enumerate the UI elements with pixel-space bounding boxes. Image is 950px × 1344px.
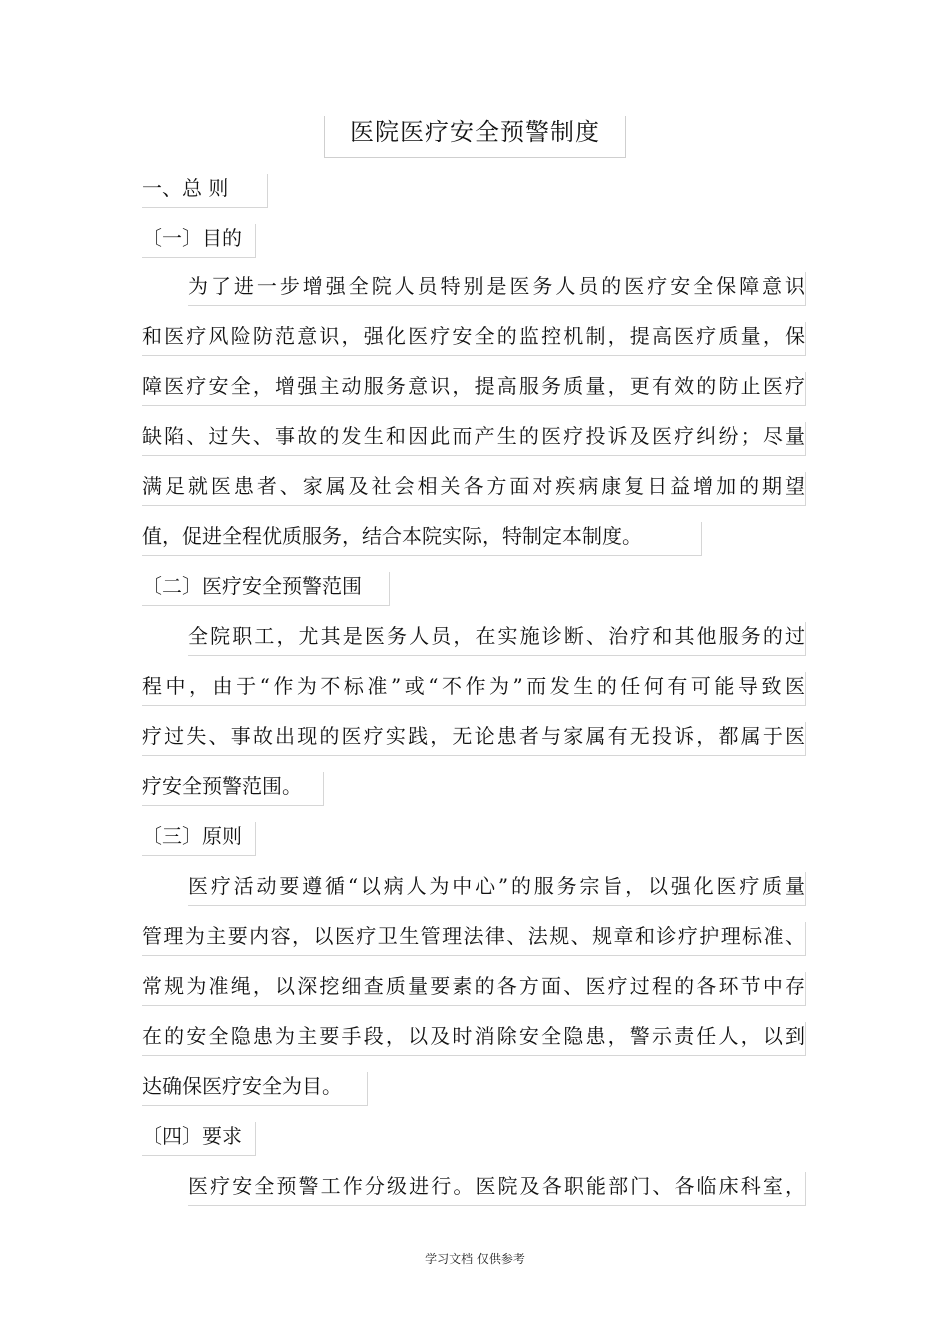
subsection-heading-purpose: 〔一〕目的 bbox=[142, 224, 256, 258]
paragraph-line: 在的安全隐患为主要手段，以及时消除安全隐患，警示责任人，以到 bbox=[142, 1022, 806, 1056]
paragraph-line: 程中，由于“作为不标准”或“不作为”而发生的任何有可能导致医 bbox=[142, 672, 806, 706]
page-footer: 学习文档 仅供参考 bbox=[425, 1252, 525, 1266]
paragraph-line: 满足就医患者、家属及社会相关各方面对疾病康复日益增加的期望 bbox=[142, 472, 806, 506]
paragraph-line: 医疗安全预警工作分级进行。医院及各职能部门、各临床科室， bbox=[188, 1172, 806, 1206]
paragraph-line: 医疗活动要遵循“以病人为中心”的服务宗旨，以强化医疗质量 bbox=[188, 872, 806, 906]
paragraph-line: 障医疗安全，增强主动服务意识，提高服务质量，更有效的防止医疗 bbox=[142, 372, 806, 406]
subsection-heading-scope: 〔二〕医疗安全预警范围 bbox=[142, 572, 390, 606]
section-heading-general: 一、总 则 bbox=[142, 174, 268, 208]
paragraph-line: 全院职工，尤其是医务人员，在实施诊断、治疗和其他服务的过 bbox=[188, 622, 806, 656]
subsection-heading-requirements: 〔四〕要求 bbox=[142, 1122, 256, 1156]
paragraph-line: 常规为准绳，以深挖细查质量要素的各方面、医疗过程的各环节中存 bbox=[142, 972, 806, 1006]
paragraph-line: 管理为主要内容，以医疗卫生管理法律、法规、规章和诊疗护理标准、 bbox=[142, 922, 806, 956]
paragraph-line: 值，促进全程优质服务，结合本院实际，特制定本制度。 bbox=[142, 522, 702, 556]
paragraph-line: 和医疗风险防范意识，强化医疗安全的监控机制，提高医疗质量，保 bbox=[142, 322, 806, 356]
paragraph-line: 缺陷、过失、事故的发生和因此而产生的医疗投诉及医疗纠纷；尽量 bbox=[142, 422, 806, 456]
subsection-heading-principle: 〔三〕原则 bbox=[142, 822, 256, 856]
paragraph-line: 疗过失、事故出现的医疗实践，无论患者与家属有无投诉，都属于医 bbox=[142, 722, 806, 756]
document-title: 医院医疗安全预警制度 bbox=[324, 116, 626, 158]
paragraph-line: 疗安全预警范围。 bbox=[142, 772, 324, 806]
paragraph-line: 为了进一步增强全院人员特别是医务人员的医疗安全保障意识 bbox=[188, 272, 806, 306]
paragraph-line: 达确保医疗安全为目。 bbox=[142, 1072, 368, 1106]
